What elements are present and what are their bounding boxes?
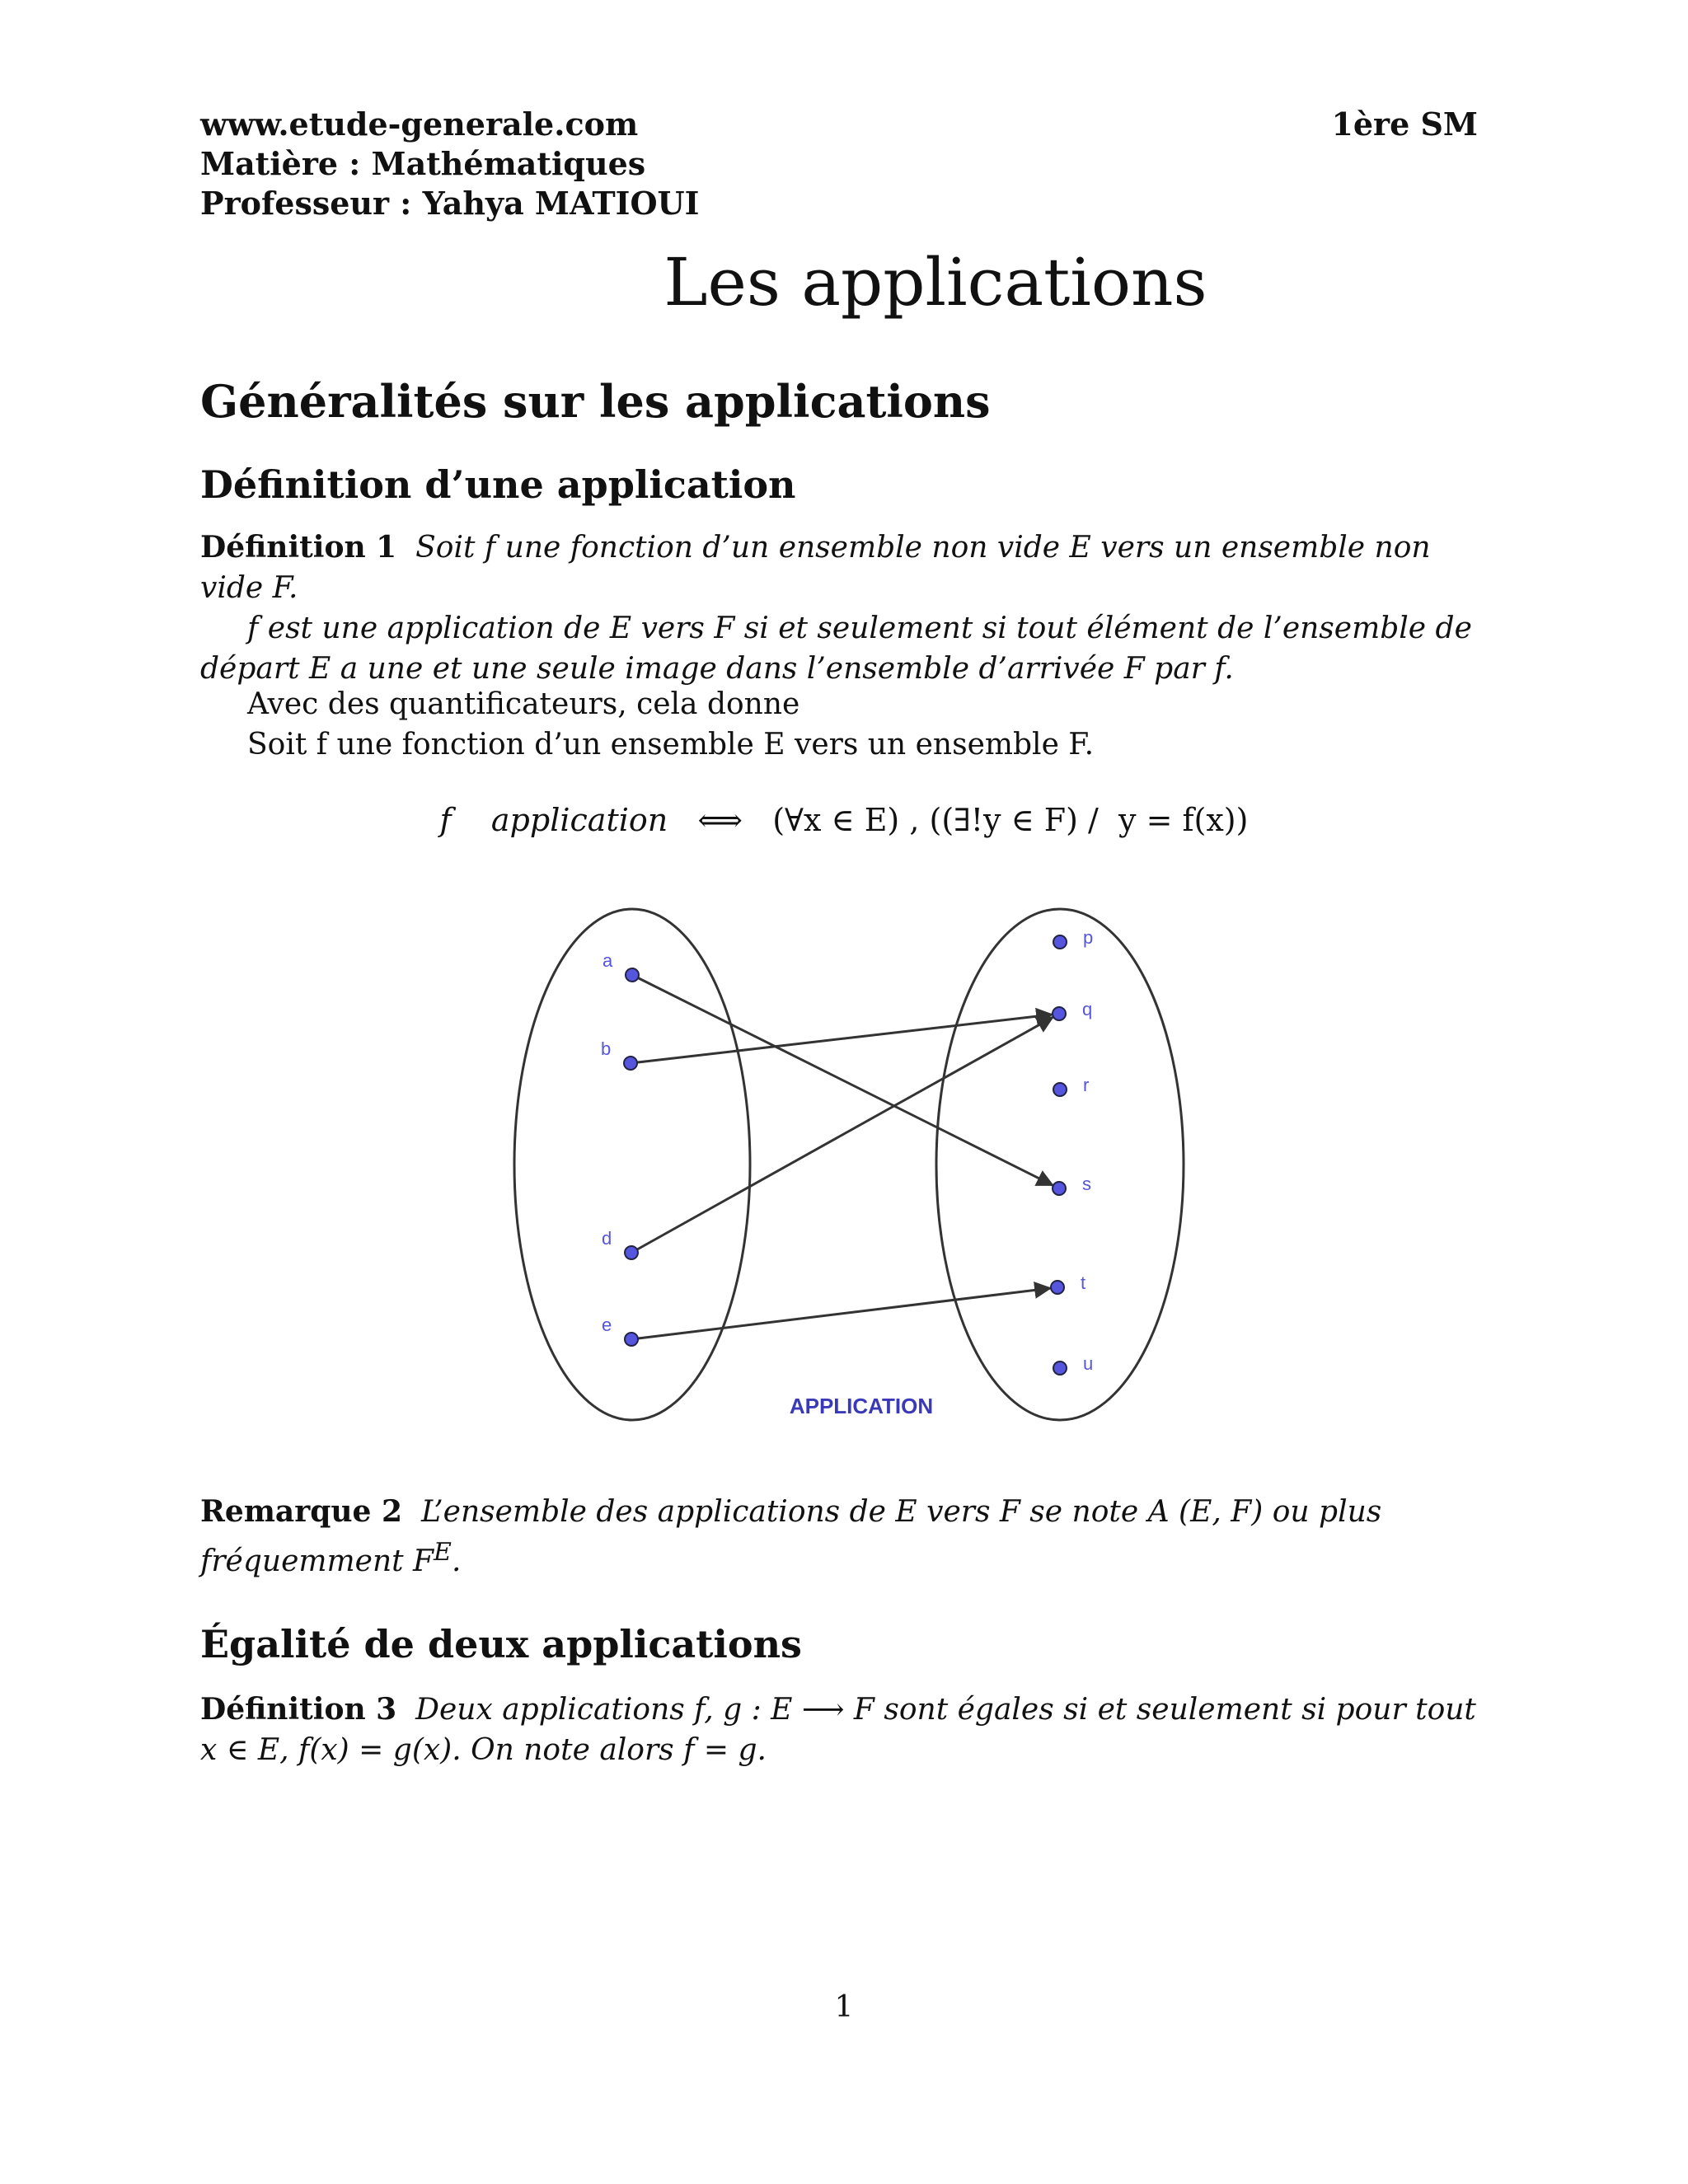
point-p (1053, 935, 1067, 949)
point-label-b: b (601, 1038, 612, 1059)
definition-1 (200, 527, 1490, 689)
definition-1-line2: f est une application de E vers F si et seulement si tout élément de l’ensemble de départ E a une et une seule image dans l’ensemble d’arrivée F par f. (200, 612, 1472, 686)
application-diagram (495, 898, 1195, 1434)
page-number: 1 (834, 1990, 854, 2024)
point-label-q: q (1082, 999, 1093, 1019)
point-q (1053, 1007, 1066, 1020)
quantifiers-block (200, 684, 1490, 765)
point-label-u: u (1083, 1353, 1094, 1374)
point-a (626, 968, 639, 982)
definition-3-text: Deux applications f, g : E ⟶ F sont égales si et seulement si pour tout x ∈ E, f(x) = g(x). On note alors f = g. (200, 1693, 1476, 1767)
header-left (200, 105, 699, 223)
section-title-egalite: Égalité de deux applications (200, 1622, 802, 1666)
definition-3-label: Définition 3 (200, 1692, 397, 1727)
diagram-caption: APPLICATION (789, 1394, 934, 1418)
arrow-b-to-q (631, 1015, 1052, 1063)
quantifiers-line: Soit f une fonction d’un ensemble E vers un ensemble F. (247, 728, 1095, 762)
point-u (1053, 1361, 1067, 1375)
point-r (1053, 1083, 1067, 1096)
formula-rhs: (∀x ∈ E) , ((∃!y ∈ F) / y = f(x)) (772, 802, 1249, 838)
header-website: www.etude-generale.com (200, 105, 639, 143)
remark-2-text: L’ensemble des applications de E vers F se note A (E, F) ou plus fréquemment F (200, 1495, 1382, 1578)
subsection-title-definition: Définition d’une application (200, 462, 796, 507)
header-subject: Matière : Mathématiques (200, 145, 646, 182)
definition-1-line1: Soit f une fonction d’un ensemble non vide E vers un ensemble non vide F. (200, 531, 1431, 605)
remark-2 (200, 1492, 1490, 1582)
arrow-e-to-t (631, 1288, 1050, 1339)
definition-1-label: Définition 1 (200, 530, 397, 565)
point-label-d: d (602, 1228, 612, 1249)
point-t (1051, 1281, 1064, 1294)
arrow-a-to-s (632, 975, 1053, 1185)
definition-3 (200, 1690, 1490, 1770)
application-formula (0, 802, 1688, 838)
point-e (625, 1333, 638, 1346)
point-label-t: t (1081, 1272, 1086, 1293)
point-label-e: e (602, 1315, 612, 1335)
section-title-generalites: Généralités sur les applications (200, 375, 991, 428)
point-label-s: s (1082, 1174, 1091, 1194)
set-f-ellipse (936, 909, 1184, 1420)
header-professor: Professeur : Yahya MATIOUI (200, 185, 700, 222)
point-d (625, 1246, 638, 1259)
remark-2-superscript: E (434, 1538, 452, 1567)
formula-lhs: f application (439, 802, 668, 838)
point-s (1053, 1182, 1066, 1195)
quantifiers-intro: Avec des quantificateurs, cela donne (247, 687, 800, 721)
remark-2-end: . (451, 1544, 462, 1578)
header-level: 1ère SM (1331, 105, 1478, 143)
document-title: Les applications (663, 244, 1207, 321)
point-label-a: a (603, 950, 613, 971)
arrow-d-to-q (631, 1017, 1053, 1253)
point-label-p: p (1083, 927, 1094, 948)
point-b (624, 1057, 637, 1070)
remark-2-label: Remarque 2 (200, 1494, 403, 1529)
point-label-r: r (1083, 1075, 1090, 1095)
formula-equiv: ⟺ (697, 802, 743, 838)
